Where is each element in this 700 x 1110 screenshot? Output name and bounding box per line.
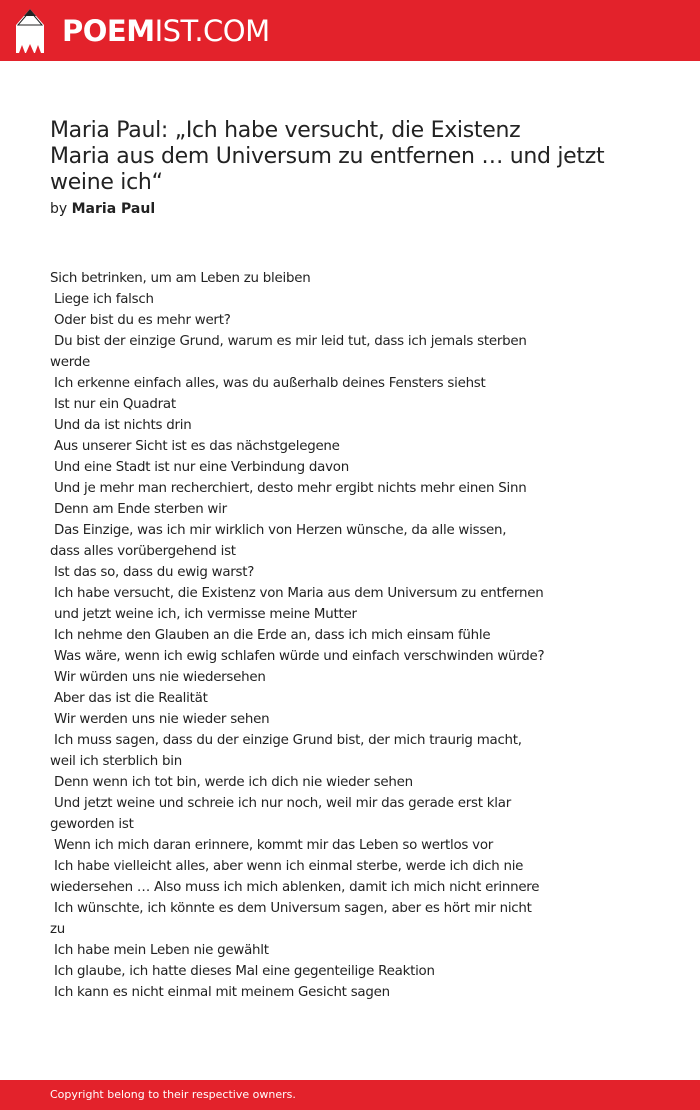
poem-line: zu (50, 922, 66, 937)
poem-line: Ich nehme den Glauben an die Erde an, dass ich mich einsam fühle (50, 628, 491, 643)
poem-line: Wir würden uns nie wiedersehen (50, 670, 266, 685)
poem-line: Du bist der einzige Grund, warum es mir leid tut, dass ich jemals sterben (50, 334, 527, 349)
poem-line: Ich habe mein Leben nie gewählt (50, 943, 269, 958)
poem-line: Und da ist nichts drin (50, 418, 192, 433)
poem-line: Wir werden uns nie wieder sehen (50, 712, 270, 727)
poem-line: Denn am Ende sterben wir (50, 502, 227, 517)
poem-line: Ich kann es nicht einmal mit meinem Gesicht sagen (50, 985, 390, 1000)
poem-line: Das Einzige, was ich mir wirklich von Herzen wünsche, da alle wissen, (50, 523, 507, 538)
poem-line: dass alles vorübergehend ist (50, 544, 236, 559)
poem-line: Aus unserer Sicht ist es das nächstgelegene (50, 439, 340, 454)
poem-line: weil ich sterblich bin (50, 754, 182, 769)
poem-line: Denn wenn ich tot bin, werde ich dich nie wieder sehen (50, 775, 413, 790)
poem-line: werde (50, 355, 90, 370)
poem-line: Und jetzt weine und schreie ich nur noch, weil mir das gerade erst klar (50, 796, 511, 811)
poem-line: Ist nur ein Quadrat (50, 397, 176, 412)
title-line: Maria Paul: „Ich habe versucht, die Existenz (50, 118, 521, 143)
poem-line: Liege ich falsch (50, 292, 154, 307)
poem-line: Wenn ich mich daran erinnere, kommt mir das Leben so wertlos vor (50, 838, 494, 853)
poem-line: Ich wünschte, ich könnte es dem Universum sagen, aber es hört mir nicht (50, 901, 532, 916)
poem-line: Oder bist du es mehr wert? (50, 313, 231, 328)
logo-bold-text: POEM (62, 14, 155, 48)
poem-line: Ich habe versucht, die Existenz von Maria aus dem Universum zu entfernen (50, 586, 544, 601)
poem-line: und jetzt weine ich, ich vermisse meine Mutter (50, 607, 357, 622)
byline (50, 199, 155, 219)
logo-light-text: IST.COM (154, 14, 270, 48)
copyright-text: Copyright belong to their respective owners. (50, 1088, 296, 1101)
poem-line: Sich betrinken, um am Leben zu bleiben (50, 271, 311, 286)
poem-body (50, 268, 650, 1003)
site-header (0, 0, 700, 61)
author-name[interactable]: Maria Paul (71, 201, 156, 217)
poem-title (50, 118, 650, 196)
poem-line: Ich glaube, ich hatte dieses Mal eine gegenteilige Reaktion (50, 964, 435, 979)
poem-line: wiedersehen … Also muss ich mich ablenken, damit ich mich nicht erinnere (50, 880, 540, 895)
poem-line: Und je mehr man recherchiert, desto mehr ergibt nichts mehr einen Sinn (50, 481, 527, 496)
title-line: weine ich“ (50, 170, 163, 195)
poem-line: Ich erkenne einfach alles, was du außerhalb deines Fensters siehst (50, 376, 486, 391)
site-footer (0, 1080, 700, 1110)
poem-line: Aber das ist die Realität (50, 691, 208, 706)
title-line: Maria aus dem Universum zu entfernen … und jetzt (50, 144, 605, 169)
site-logo[interactable] (62, 11, 270, 51)
poem-line: Ist das so, dass du ewig warst? (50, 565, 255, 580)
poem-line: Und eine Stadt ist nur eine Verbindung davon (50, 460, 349, 475)
by-label: by (50, 201, 68, 217)
poem-line: Was wäre, wenn ich ewig schlafen würde und einfach verschwinden würde? (50, 649, 545, 664)
poem-line: Ich muss sagen, dass du der einzige Grund bist, der mich traurig macht, (50, 733, 522, 748)
poem-line: Ich habe vielleicht alles, aber wenn ich einmal sterbe, werde ich dich nie (50, 859, 524, 874)
poem-line: geworden ist (50, 817, 134, 832)
pencil-icon (16, 9, 44, 53)
